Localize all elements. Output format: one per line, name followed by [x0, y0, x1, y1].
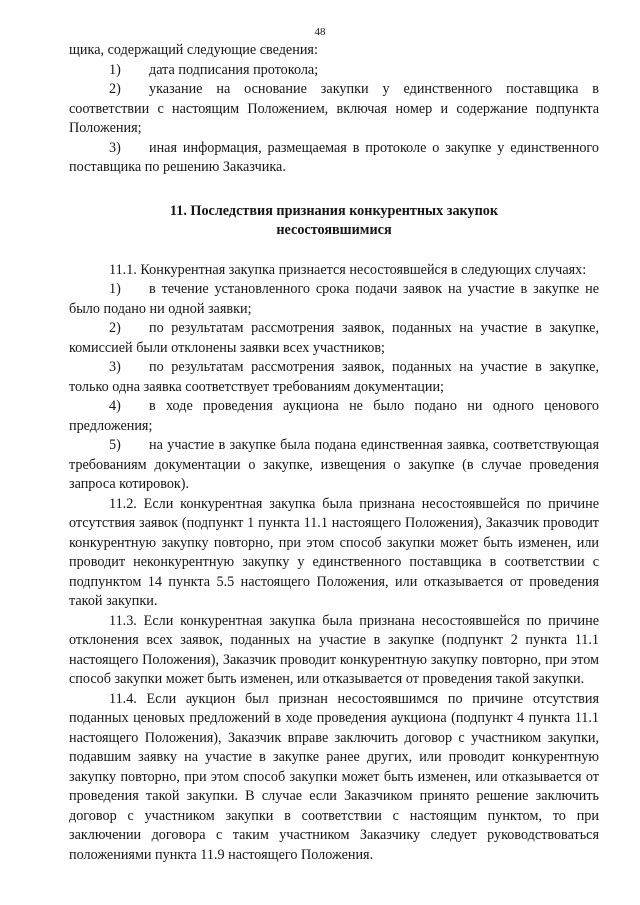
page-content: [69, 41, 599, 865]
clause-11-1-item-3-text: по результатам рассмотрения заявок, поданных на участие в закупке, только одна заявка соответствует требованиям документации;: [69, 359, 599, 395]
clause-11-1-item-3: [69, 358, 599, 397]
intro-item-3-number: 3): [109, 139, 121, 156]
clause-11-1-item-1-text: в течение установленного срока подачи заявок на участие в закупке не было подано ни одной заявки;: [69, 281, 599, 317]
clause-11-1-item-5-number: 5): [109, 437, 121, 453]
section-heading: [99, 202, 569, 241]
intro-item-1: [69, 61, 599, 81]
intro-item-2-number: 2): [109, 81, 121, 97]
section-heading-line-1: 11. Последствия признания конкурентных закупок: [169, 202, 499, 219]
clause-11-3: 11.3. Если конкурентная закупка была признана несостоявшейся по причине отклонения всех заявок, поданных на участие в закупке (подпункт 2 пункта 11.1 настоящего Положения), Заказчик проводит конкурентную закупку повторно, при этом способ закупки может быть изменен, или отказывается от проведения такой закупки.: [69, 612, 599, 687]
intro-item-2-text: указание на основание закупки у единственного поставщика в соответствии с настоящим Положением, включая номер и содержание подпункта Положения;: [69, 81, 599, 136]
clause-11-2: 11.2. Если конкурентная закупка была признана несостоявшейся по причине отсутствия заявок (подпункт 1 пункта 11.1 настоящего Положения), Заказчик проводит конкурентную закупку повторно, при этом способ закупки может быть изменен, или проводит неконкурентную закупку у единственного поставщика в соответствии с подпунктом 14 пункта 5.5 настоящего Положения, или отказывается от проведения такой закупки.: [69, 495, 599, 609]
clause-11-1-item-2: [69, 319, 599, 358]
clause-11-4: 11.4. Если аукцион был признан несостоявшимся по причине отсутствия поданных ценовых предложений в ходе проведения аукциона (подпункт 4 пункта 11.1 настоящего Положения), Заказчик вправе заключить договор с участником закупки, подавшим заявку на участие в закупке ранее других, или проводит конкурентную закупку повторно, при этом способ закупки может быть изменен, или отказывается от проведения такой закупки. В случае если Заказчиком принято решение заключить договор с участником закупки в соответствии с настоящим пунктом, то при заключении договора с таким участником Заказчику следует руководствоваться положениями пункта 11.9 настоящего Положения.: [69, 690, 599, 863]
intro-item-1-text: дата подписания протокола;: [149, 61, 319, 78]
clause-11-1-item-3-number: 3): [109, 359, 121, 375]
clause-11-1-item-5-text: на участие в закупке была подана единственная заявка, соответствующая требованиям документации о закупке, извещения о закупке (в случае проведения запроса котировок).: [69, 437, 599, 492]
intro-item-2: [69, 80, 599, 139]
clause-11-1-item-4: [69, 397, 599, 436]
clause-11-1-item-2-number: 2): [109, 320, 121, 336]
clause-11-1: 11.1. Конкурентная закупка признается несостоявшейся в следующих случаях:: [109, 261, 587, 278]
intro-lead: щика, содержащий следующие сведения:: [69, 42, 318, 58]
clause-11-1-item-2-text: по результатам рассмотрения заявок, поданных на участие в закупке, комиссией были отклонены заявки всех участников;: [69, 320, 599, 356]
intro-item-1-number: 1): [109, 61, 121, 78]
intro-item-3: [69, 139, 599, 178]
section-heading-line-2: несостоявшимися: [276, 222, 392, 238]
clause-11-1-item-4-number: 4): [109, 398, 121, 414]
page-number: 48: [314, 26, 326, 38]
clause-11-1-item-4-text: в ходе проведения аукциона не было подано ни одного ценового предложения;: [69, 398, 599, 434]
intro-item-3-text: иная информация, размещаемая в протоколе о закупке у единственного поставщика по решению Заказчика.: [69, 139, 599, 175]
clause-11-1-item-1: [69, 280, 599, 319]
clause-11-1-item-5: [69, 436, 599, 495]
clause-11-1-item-1-number: 1): [109, 281, 121, 297]
